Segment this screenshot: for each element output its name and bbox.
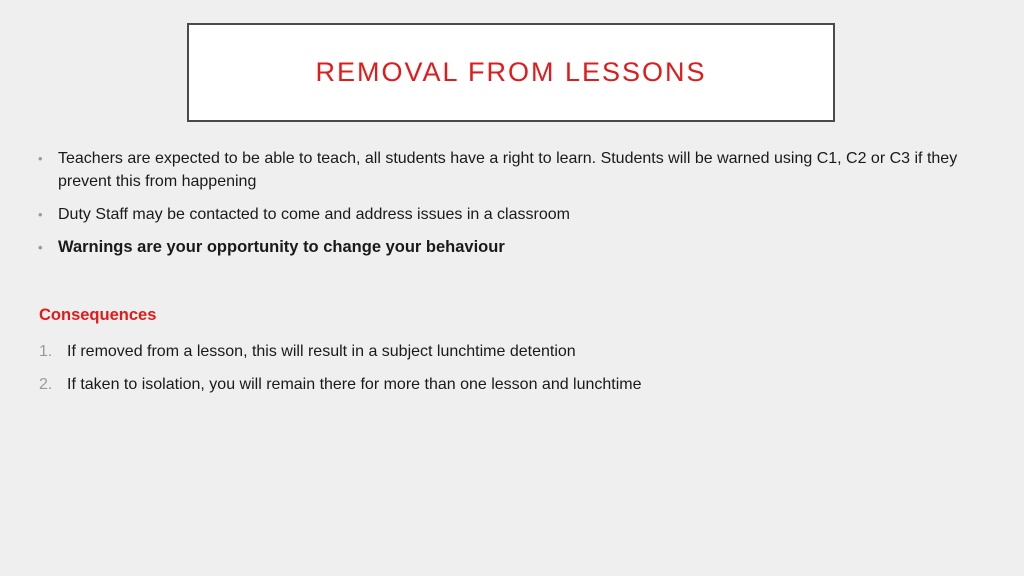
- consequence-item: [39, 340, 642, 363]
- consequence-text: If taken to isolation, you will remain there for more than one lesson and lunchtime: [67, 376, 642, 393]
- bullet-item-emphasis: [38, 236, 988, 259]
- title-box: [187, 23, 835, 122]
- bullet-marker: •: [38, 207, 43, 222]
- bullet-text: Duty Staff may be contacted to come and address issues in a classroom: [58, 206, 570, 223]
- bullet-text: Warnings are your opportunity to change your behaviour: [58, 238, 505, 256]
- number-marker: 2.: [39, 376, 53, 393]
- consequences-list: [39, 340, 642, 406]
- bullet-text: Teachers are expected to be able to teach, all students have a right to learn. Students will be warned using C1, C2 or C3 if they prevent this from happening: [58, 150, 958, 190]
- bullet-list: [38, 147, 988, 269]
- bullet-marker: •: [38, 240, 43, 255]
- consequence-text: If removed from a lesson, this will result in a subject lunchtime detention: [67, 343, 576, 360]
- bullet-item: [38, 203, 988, 226]
- slide-title: REMOVAL FROM LESSONS: [315, 57, 707, 87]
- bullet-marker: •: [38, 151, 43, 166]
- number-marker: 1.: [39, 343, 53, 360]
- consequence-item: [39, 373, 642, 396]
- consequences-heading: Consequences: [39, 306, 157, 324]
- bullet-item: [38, 147, 988, 193]
